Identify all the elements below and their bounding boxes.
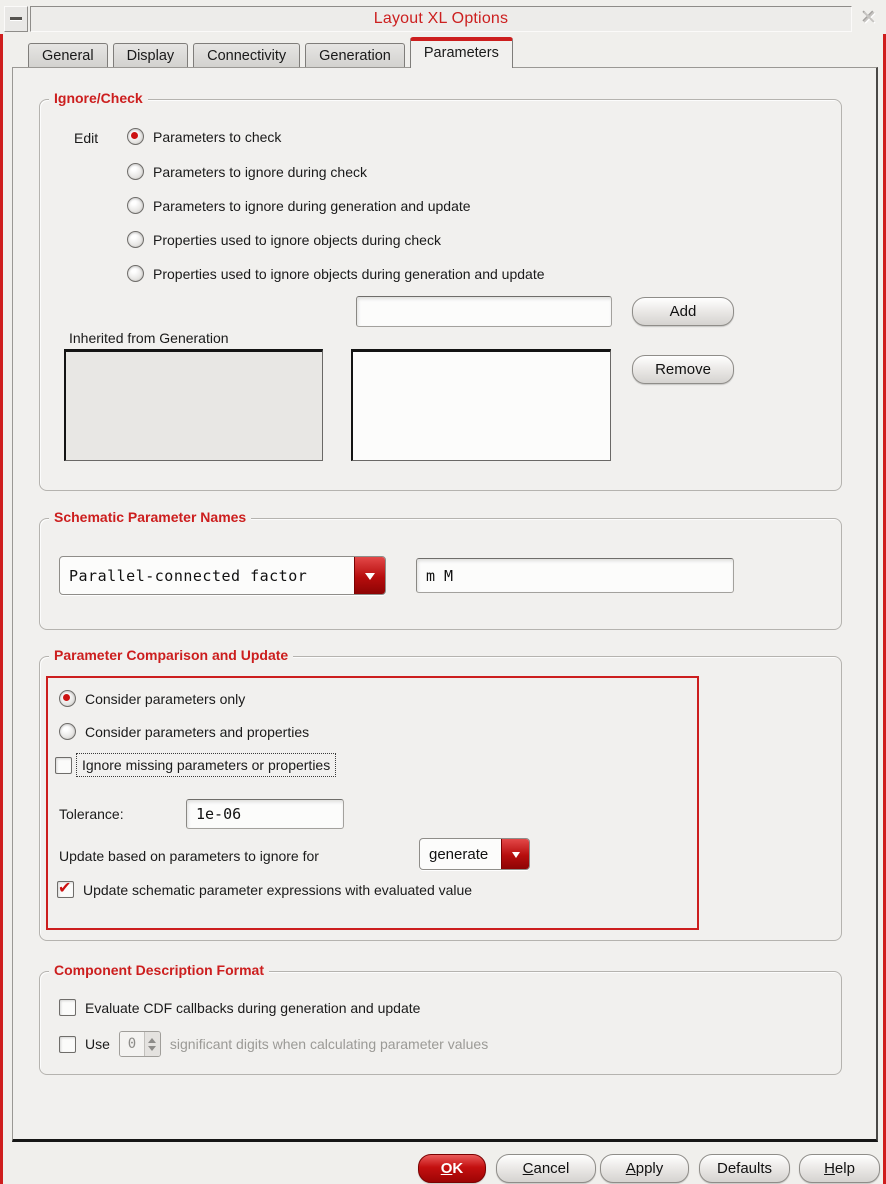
checkbox-icon[interactable] <box>57 881 74 898</box>
tab-generation[interactable]: Generation <box>305 43 405 68</box>
dropdown-arrow-button[interactable] <box>501 839 529 869</box>
update-based-label: Update based on parameters to ignore for <box>59 848 319 864</box>
tolerance-input[interactable] <box>186 799 344 829</box>
edited-parameters-listbox[interactable] <box>351 349 611 461</box>
inherited-parameters-listbox[interactable] <box>64 349 323 461</box>
radio-icon[interactable] <box>127 265 144 282</box>
radio-row-ignore-generation-update[interactable] <box>127 197 471 214</box>
digits-stepper-arrows[interactable] <box>145 1032 160 1056</box>
window-menu-dash-icon <box>10 17 22 21</box>
radio-icon[interactable] <box>127 231 144 248</box>
defaults-button[interactable]: Defaults <box>699 1154 790 1183</box>
radio-label: Parameters to check <box>153 128 282 145</box>
radio-icon[interactable] <box>127 128 144 145</box>
window-title: Layout XL Options <box>373 10 509 27</box>
radio-label: Consider parameters only <box>85 690 246 707</box>
radio-label: Parameters to ignore during generation and update <box>153 197 471 214</box>
checkbox-label: Update schematic parameter expressions with evaluated value <box>83 881 473 898</box>
checkbox-label: Ignore missing parameters or properties <box>76 753 336 777</box>
radio-row-ignore-during-check[interactable] <box>127 163 367 180</box>
radio-icon[interactable] <box>59 723 76 740</box>
radio-label: Parameters to ignore during check <box>153 163 367 180</box>
tab-display[interactable]: Display <box>113 43 189 68</box>
close-icon[interactable]: ✕ <box>861 7 877 29</box>
tolerance-label: Tolerance: <box>59 806 124 822</box>
radio-row-properties-ignore-generation[interactable] <box>127 265 545 282</box>
inherited-from-generation-label: Inherited from Generation <box>69 330 229 346</box>
group-ignore-check-title: Ignore/Check <box>49 90 148 106</box>
radio-row-consider-parameters-properties[interactable] <box>59 723 309 740</box>
window-edge-left <box>0 34 3 1184</box>
group-schematic-parameter-names-title: Schematic Parameter Names <box>49 509 251 525</box>
titlebar[interactable] <box>30 6 852 32</box>
digits-stepper[interactable] <box>119 1031 161 1057</box>
checkbox-icon[interactable] <box>59 1036 76 1053</box>
use-label: Use <box>85 1036 110 1052</box>
parameter-type-dropdown[interactable] <box>59 556 386 595</box>
parameter-names-input[interactable] <box>416 558 734 593</box>
chevron-down-icon <box>365 573 375 585</box>
radio-icon[interactable] <box>127 163 144 180</box>
checkbox-row-evaluate-cdf[interactable] <box>59 999 420 1016</box>
group-component-description-title: Component Description Format <box>49 962 269 978</box>
tab-parameters[interactable]: Parameters <box>410 37 513 68</box>
tab-general[interactable]: General <box>28 43 108 68</box>
checkbox-row-update-expressions[interactable] <box>57 881 472 898</box>
radio-label: Properties used to ignore objects during generation and update <box>153 265 545 282</box>
checkbox-label: Evaluate CDF callbacks during generation and update <box>85 999 421 1016</box>
edit-label: Edit <box>74 130 99 146</box>
checkbox-row-ignore-missing[interactable] <box>55 753 336 777</box>
checkbox-icon[interactable] <box>55 757 72 774</box>
checkbox-row-significant-digits[interactable] <box>59 1031 488 1057</box>
radio-icon[interactable] <box>59 690 76 707</box>
radio-label: Consider parameters and properties <box>85 723 310 740</box>
parameter-type-dropdown-value: Parallel-connected factor <box>69 566 308 585</box>
radio-row-properties-ignore-check[interactable] <box>127 231 441 248</box>
spinner-up-icon[interactable] <box>148 1034 156 1043</box>
parameters-tab-panel <box>12 67 878 1142</box>
digits-suffix-label: significant digits when calculating parameter values <box>169 1036 489 1052</box>
cancel-button[interactable]: C ancel <box>496 1154 596 1183</box>
radio-row-parameters-to-check[interactable] <box>127 128 281 145</box>
dropdown-arrow-button[interactable] <box>354 557 385 594</box>
apply-button[interactable]: A pply <box>600 1154 689 1183</box>
group-component-description <box>39 962 842 1075</box>
help-button[interactable]: H elp <box>799 1154 880 1183</box>
remove-button[interactable]: Remove <box>632 355 734 384</box>
group-parameter-comparison-title: Parameter Comparison and Update <box>49 647 293 663</box>
update-mode-dropdown-value: generate <box>429 845 489 863</box>
radio-label: Properties used to ignore objects during check <box>153 231 441 248</box>
tab-connectivity[interactable]: Connectivity <box>193 43 300 68</box>
ok-button[interactable]: O K <box>418 1154 486 1183</box>
spinner-down-icon[interactable] <box>148 1046 156 1055</box>
tab-bar <box>28 37 518 68</box>
checkbox-icon[interactable] <box>59 999 76 1016</box>
parameter-name-input[interactable] <box>356 296 612 327</box>
radio-icon[interactable] <box>127 197 144 214</box>
radio-row-consider-parameters-only[interactable] <box>59 690 245 707</box>
update-mode-dropdown[interactable] <box>419 838 530 870</box>
add-button[interactable]: Add <box>632 297 734 326</box>
digits-stepper-value: 0 <box>120 1032 145 1056</box>
window-menu-button[interactable] <box>4 6 28 32</box>
chevron-down-icon <box>512 852 520 862</box>
